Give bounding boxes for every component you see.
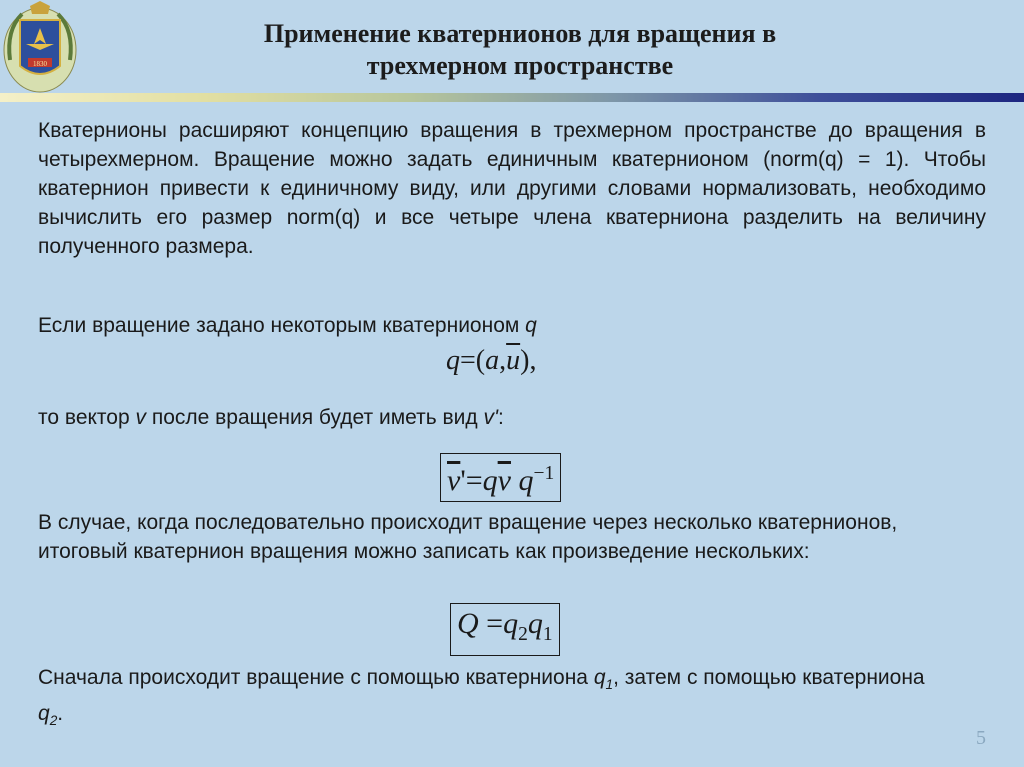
university-crest-logo [2, 0, 78, 94]
p3-v: v [135, 406, 146, 429]
f1-end: ), [520, 345, 537, 376]
paragraph-composition: В случае, когда последовательно происходит вращение через несколько кватернионов, итоговый кватернион вращения можно записать как произведение нескольких: [38, 511, 898, 563]
paragraph-intro: Кватернионы расширяют концепцию вращения в трехмерном пространстве до вращения в четырехмерном. Вращение можно задать единичным кватернионом (norm(q) = 1). Чтобы кватернион привести к единичному виду, или другими словами нормализовать, необходимо вычислить его размер norm(q) и все четыре члена кватерниона разделить на величину полученного размера. [38, 119, 986, 258]
paragraph-vector-after [38, 403, 986, 432]
f1-eq: =( [460, 345, 486, 376]
p3-vprime: v' [483, 406, 499, 429]
formula-product-box [450, 603, 560, 656]
f2-prime-eq: '= [460, 464, 483, 497]
title-line-2: трехмерном пространстве [366, 51, 674, 80]
f3-eq: = [478, 607, 504, 640]
p5-q2-sub: 2 [49, 713, 58, 729]
p3-text-2: после вращения будет иметь вид [146, 406, 484, 429]
f2-v2-vector: $\overline{v}$ [497, 464, 511, 497]
paragraph-rotation-given [38, 311, 986, 340]
f3-sub-2: 2 [518, 624, 528, 645]
f1-lhs: q [446, 345, 460, 376]
f2-q2: q [518, 464, 534, 497]
formula-q-definition [446, 345, 536, 377]
slide-header [0, 0, 1024, 96]
header-gradient-rule [0, 93, 1024, 102]
paragraph-rotation-given-text: Если вращение задано некоторым кватернионом [38, 314, 526, 337]
f1-a: a [485, 345, 500, 376]
p5-end: . [57, 702, 64, 726]
f2-q: q [482, 464, 498, 497]
logo-year-text: 1830 [33, 60, 47, 68]
f2-exponent: −1 [533, 463, 555, 484]
p5-q2: q [38, 702, 50, 726]
f3-Q: Q [457, 607, 479, 640]
f3-q: q [503, 607, 519, 640]
p3-colon: : [498, 406, 504, 429]
f3-sub-1: 1 [542, 624, 553, 645]
f1-comma: , [499, 345, 507, 376]
p5-text-1: Сначала происходит вращение с помощью кватерниона [38, 666, 594, 689]
formula-rotation-box [440, 453, 561, 502]
p5-text-2: , затем с помощью кватерниона [613, 666, 925, 689]
f2-v-vector: $\overline{v}$ [447, 464, 461, 497]
p5-q1-sub: 1 [605, 677, 614, 693]
page-number: 5 [976, 727, 986, 749]
f1-u-vector: $\overline{u}$ [506, 345, 521, 376]
paragraph-sequence [38, 663, 948, 735]
p5-q1: q [593, 666, 606, 689]
quaternion-q-var: q [525, 314, 537, 337]
f3-q1: q [527, 607, 543, 640]
page-title [130, 18, 910, 82]
p3-text-1: то вектор [38, 406, 136, 429]
title-line-1: Применение кватернионов для вращения в [263, 19, 777, 48]
